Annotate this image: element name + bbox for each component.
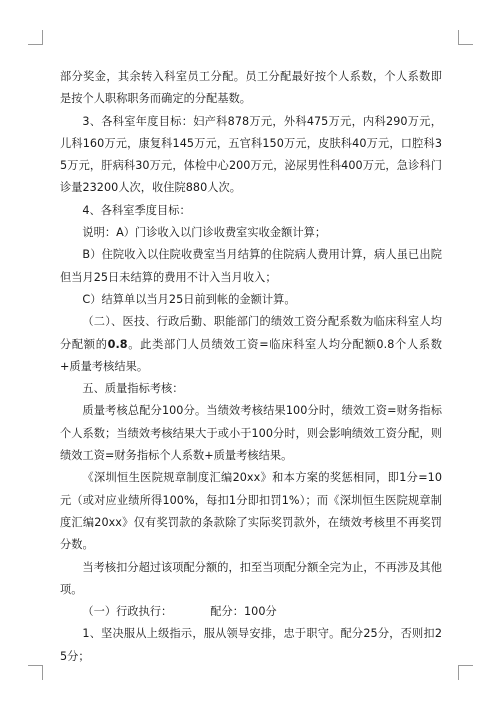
admin-execution-title: （一）行政执行： xyxy=(82,605,173,619)
paragraph-rules-reference: 《深圳恒生医院规章制度汇编20xx》和本方案的奖惩相同，即1分=10元（或对应业绩所得100%，每扣1分即扣罚1%）；而《深圳恒生医院规章制度汇编20xx》仅有奖罚款的条款除了实际奖罚款外，在绩效考核里不再奖罚分数。 xyxy=(60,471,442,552)
paragraph-bonus-distribution: 部分奖金，其余转入科室员工分配。员工分配最好按个人系数，个人系数即是按个人职称职务而确定的分配基数。 xyxy=(60,70,442,106)
crop-mark-bottom-right xyxy=(458,665,473,680)
paragraph-note-b: B）住院收入以住院收费室当月结算的住院病人费用计算，病人虽已出院但当月25日未结算的费用不计入当月收入； xyxy=(60,248,442,284)
support-departments-text-b: 。此类部门人员绩效工资=临床科室人均分配额0.8个人系数+质量考核结果。 xyxy=(60,337,442,373)
support-departments-text-a: （二）、医技、行政后勤、职能部门的绩效工资分配系数为临床科室人均分配额的 xyxy=(60,315,442,351)
support-departments-coefficient: 0.8 xyxy=(107,337,128,351)
paragraph-admin-execution xyxy=(60,601,442,623)
paragraph-note-a: 说明：A）门诊收入以门诊收费室实收金额计算； xyxy=(82,226,327,240)
crop-mark-top-right xyxy=(458,30,473,45)
crop-mark-bottom-left xyxy=(28,665,43,680)
paragraph-note-c: C）结算单以当月25日前到帐的金额计算。 xyxy=(82,292,296,306)
paragraph-obey-instructions: 1、坚决服从上级指示，服从领导安排，忠于职守。配分25分，否则扣25分； xyxy=(60,627,442,663)
paragraph-quarterly-targets-heading: 4、各科室季度目标： xyxy=(82,203,191,217)
paragraph-annual-targets: 3、各科室年度目标：妇产科878万元，外科475万元，内科290万元，儿科160万元，康复科145万元，五官科150万元，皮肤科40万元，口腔科35万元，肝病科30万元，体检中心200万元，泌尿男性科400万元，急诊科门诊量23200人次，收住院880人次。 xyxy=(60,114,442,195)
document-body xyxy=(60,66,442,668)
paragraph-quality-heading: 五、质量指标考核： xyxy=(82,382,184,396)
paragraph-deduction-limit: 当考核扣分超过该项配分额的，扣至当项配分额全完为止，不再涉及其他项。 xyxy=(60,560,442,596)
crop-mark-top-left xyxy=(28,30,43,45)
paragraph-quality-total-score: 质量考核总配分100分。当绩效考核结果100分时，绩效工资=财务指标个人系数；当绩效考核结果大于或小于100分时，则会影响绩效工资分配，则绩效工资=财务指标个人系数+质量考核结果。 xyxy=(60,404,442,463)
paragraph-support-departments xyxy=(60,311,442,378)
admin-execution-score: 配分：100分 xyxy=(210,605,277,619)
